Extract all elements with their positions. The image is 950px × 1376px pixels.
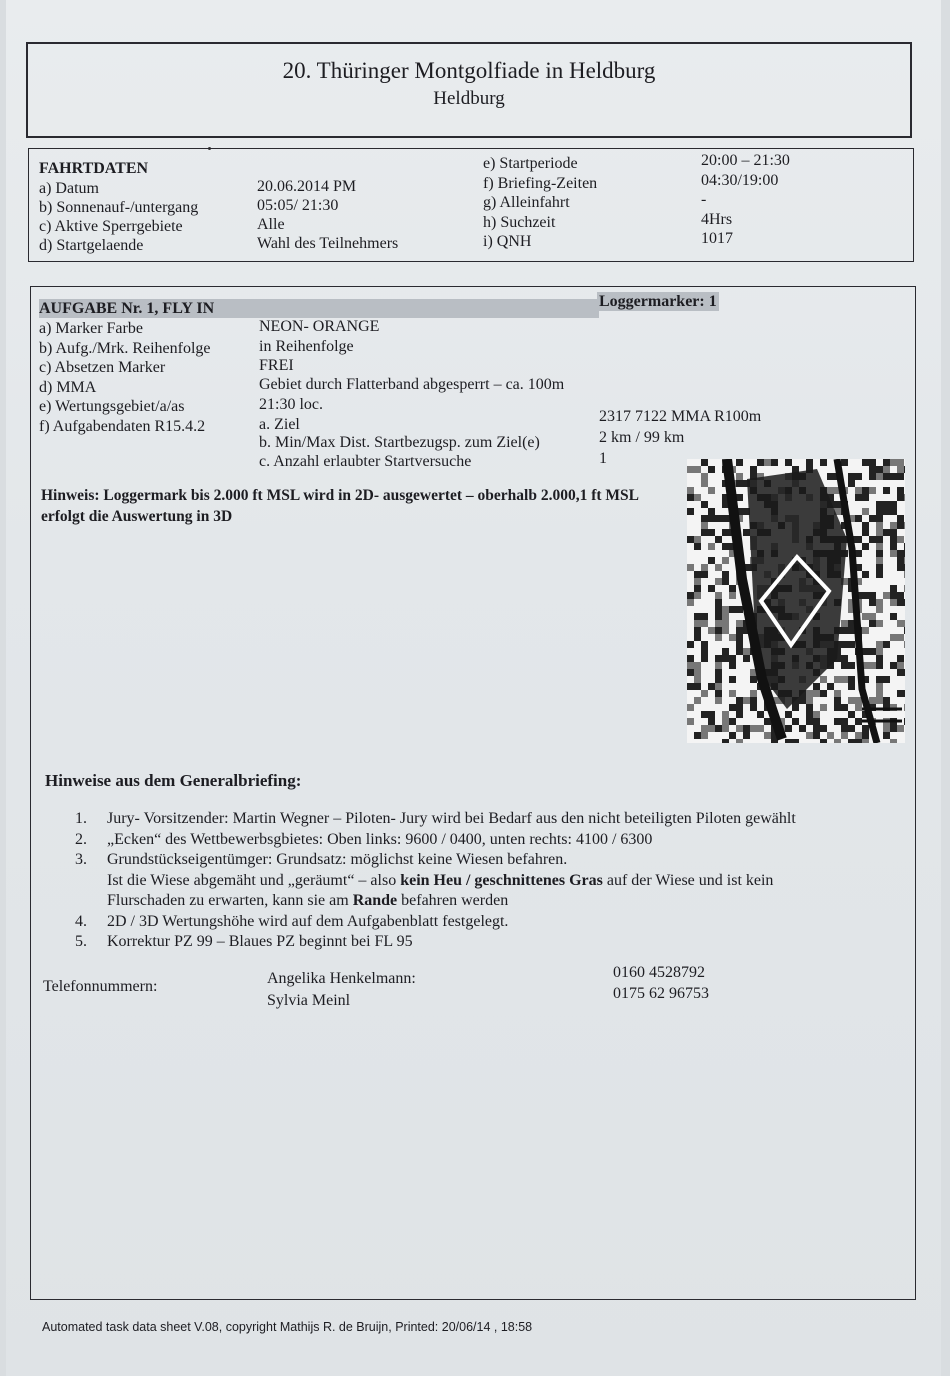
task-value-reihenfolge: in Reihenfolge — [259, 338, 354, 355]
document-subtitle: Heldburg — [433, 88, 505, 109]
task-label-absetzen: c) Absetzen Marker — [39, 359, 166, 376]
fahrt-value-briefing: 04:30/19:00 — [701, 172, 779, 189]
logger-hint: Hinweis: Loggermark bis 2.000 ft MSL wird in 2D- ausgewertet – oberhalb 2.000,1 ft MSL erfolgt die Auswertung in 3D — [41, 487, 639, 525]
fahrt-label-briefing: f) Briefing-Zeiten — [483, 175, 598, 192]
task-label-dist: b. Min/Max Dist. Startbezugsp. zum Ziel(e) — [259, 434, 540, 451]
list-item: 4. 2D / 3D Wertungshöhe wird auf dem Aufgabenblatt festgelegt. — [75, 912, 509, 930]
document-title: 20. Thüringer Montgolfiade in Heldburg — [282, 58, 656, 83]
fahrt-label-sperr: c) Aktive Sperrgebiete — [39, 218, 183, 235]
fahrt-value-qnh: 1017 — [701, 230, 733, 247]
contact-number-1: 0160 4528792 — [613, 964, 705, 981]
task-value-versuche: 1 — [599, 450, 607, 467]
fahrt-label-suchzeit: h) Suchzeit — [483, 214, 556, 231]
fahrt-label-datum: a) Datum — [39, 180, 99, 197]
task-value-wertung: 21:30 loc. — [259, 396, 323, 413]
phones-label: Telefonnummern: — [43, 978, 158, 995]
contact-name-1: Angelika Henkelmann: — [267, 970, 416, 987]
task-value-absetzen: FREI — [259, 357, 294, 374]
task-label-versuche: c. Anzahl erlaubter Startversuche — [259, 453, 472, 470]
task-ziel-value: 2317 7122 MMA R100m — [599, 408, 762, 425]
fahrt-label-startperiode: e) Startperiode — [483, 155, 578, 172]
list-item: 2. „Ecken“ des Wettbewerbsgbietes: Oben links: 9600 / 0400, unten rechts: 4100 / 6300 — [75, 830, 653, 848]
task-label-aufgabendaten: f) Aufgabendaten R15.4.2 — [39, 418, 206, 435]
task-label-farbe: a) Marker Farbe — [39, 320, 143, 337]
fahrt-value-start: Wahl des Teilnehmers — [257, 235, 399, 252]
fahrtdaten-heading: FAHRTDATEN — [39, 160, 149, 177]
task-label-mma: d) MMA — [39, 379, 97, 396]
fahrtdaten-box — [28, 148, 914, 262]
contact-number-2: 0175 62 96753 — [613, 985, 709, 1002]
header-box — [26, 42, 912, 138]
fahrt-value-alleinfahrt: - — [701, 191, 707, 208]
footer-text: Automated task data sheet V.08, copyright Mathijs R. de Bruijn, Printed: 20/06/14 , 18:58 — [42, 1320, 533, 1334]
task-box — [30, 286, 916, 1300]
task-value-mma: Gebiet durch Flatterband abgesperrt – ca. 100m — [259, 376, 565, 393]
list-item: 5. Korrektur PZ 99 – Blaues PZ beginnt bei FL 95 — [75, 933, 413, 950]
fahrt-value-datum: 20.06.2014 PM — [257, 178, 357, 195]
fahrt-value-sonne: 05:05/ 21:30 — [257, 197, 339, 214]
document-sheet — [6, 0, 941, 1376]
fahrt-label-sonne: b) Sonnenauf-/untergang — [39, 199, 199, 216]
list-item: 1. Jury- Vorsitzender: Martin Wegner – Piloten- Jury wird bei Bedarf aus den nicht beteiligten Piloten gewählt — [75, 810, 796, 827]
task-heading: AUFGABE Nr. 1, FLY IN — [39, 299, 599, 318]
fahrt-value-startperiode: 20:00 – 21:30 — [701, 152, 790, 169]
general-heading: Hinweise aus dem Generalbriefing: — [45, 771, 302, 790]
fahrt-value-suchzeit: 4Hrs — [701, 211, 733, 228]
target-map-image — [687, 459, 905, 743]
fahrt-label-qnh: i) QNH — [483, 233, 532, 250]
task-value-ziel-label: a. Ziel — [259, 416, 300, 433]
task-value-dist: 2 km / 99 km — [599, 429, 685, 446]
task-label-reihenfolge: b) Aufg./Mrk. Reihenfolge — [39, 340, 211, 357]
fahrt-label-alleinfahrt: g) Alleinfahrt — [483, 194, 570, 211]
fahrt-label-start: d) Startgelaende — [39, 237, 144, 254]
list-item: 3. Grundstückseigentümger: Grundsatz: möglichst keine Wiesen befahren. Ist die Wiese abgemäht und „geräumt“ – also kein Heu / geschnittenes Gras auf der Wiese und ist kein Flurschaden zu erwarten, kann sie am Rande befahren werden — [75, 851, 774, 909]
task-label-wertung: e) Wertungsgebiet/a/as — [39, 398, 185, 415]
task-value-farbe: NEON- ORANGE — [259, 318, 380, 335]
fahrt-value-sperr: Alle — [257, 216, 285, 233]
contact-name-2: Sylvia Meinl — [267, 992, 351, 1009]
logger-marker: Loggermarker: 1 — [599, 293, 717, 310]
general-list — [69, 809, 889, 953]
